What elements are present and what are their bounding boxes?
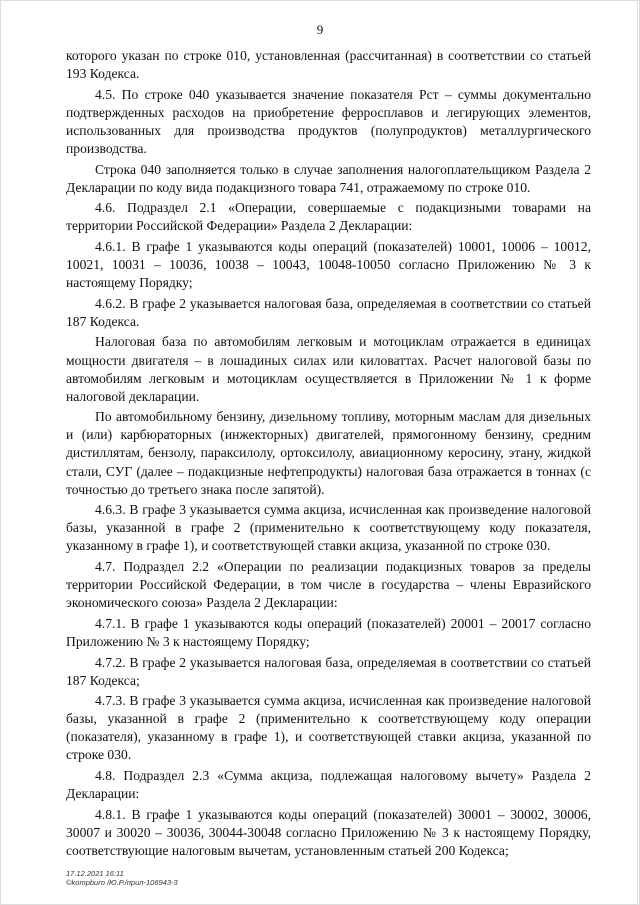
footer-stamp (66, 869, 178, 887)
page-edge-shadow (637, 0, 638, 905)
paragraph: 4.7.2. В графе 2 указывается налоговая база, определяемая в соответствии со статьей 187 Кодекса; (66, 654, 591, 688)
paragraph: 4.7.1. В графе 1 указываются коды операций (показателей) 20001 – 20017 согласно Приложению № 3 к настоящему Порядку; (66, 615, 591, 649)
paragraph: 4.7.3. В графе 3 указывается сумма акциза, исчисленная как произведение налоговой базы, указанной в графе 2 (применительно к соответствующему коду операции (показателя), указанному в графе 1), и соответствующей ставки акциза, указанной по строке 030. (66, 693, 591, 763)
paragraph: 4.6.2. В графе 2 указывается налоговая база, определяемая в соответствии со статьей 187 Кодекса. (66, 295, 591, 329)
paragraph: 4.5. По строке 040 указывается значение показателя Рст – суммы документально подтвержденных расходов на приобретение ферросплавов и легирующих элементов, использованных для производства продуктов (полупродуктов) металлургического производства. (66, 86, 591, 156)
footer-source: ©kompburo /Ю.Р./прил-106943-3 (66, 878, 178, 887)
paragraph: 4.8.1. В графе 1 указываются коды операций (показателей) 30001 – 30002, 30006, 30007 и 30020 – 30036, 30044-30048 согласно Приложению № 3 к настоящему Порядку, соответствующие налоговым вычетам, установленным статьей 200 Кодекса; (66, 806, 591, 858)
paragraph: 4.7. Подраздел 2.2 «Операции по реализации подакцизных товаров за пределы территории Российской Федерации, в том числе в государства – члены Евразийского экономического союза» Раздела 2 Декларации: (66, 559, 591, 611)
paragraph: 4.6. Подраздел 2.1 «Операции, совершаемые с подакцизными товарами на территории Российской Федерации» Раздела 2 Декларации: (66, 200, 591, 234)
paragraph: По автомобильному бензину, дизельному топливу, моторным маслам для дизельных и (или) карбюраторных (инжекторных) двигателей, прямогонному бензину, средним дистиллятам, бензолу, параксилолу, ортоксилолу, авиационному керосину, этану, жидкой стали, СУГ (далее – подакцизные нефтепродукты) налоговая база отражается в тоннах (с точностью до третьего знака после запятой). (66, 409, 591, 497)
paragraph: 4.6.1. В графе 1 указываются коды операций (показателей) 10001, 10006 – 10012, 10021, 10031 – 10036, 10038 – 10043, 10048-10050 согласно Приложению № 3 к настоящему Порядку; (66, 238, 591, 291)
paragraph: Строка 040 заполняется только в случае заполнения налогоплательщиком Раздела 2 Декларации по коду вида подакцизного товара 741, отражаемому по строке 010. (66, 161, 591, 195)
paragraph: Налоговая база по автомобилям легковым и мотоциклам отражается в единицах мощности двигателя – в лошадиных силах или киловаттах. Расчет налоговой базы по автомобилям легковым и мотоциклам осуществляется в Приложении № 1 к форме налоговой декларации. (66, 334, 591, 404)
paragraph: которого указан по строке 010, установленная (рассчитанная) в соответствии со статьей 193 Кодекса. (66, 48, 591, 82)
paragraph: 4.6.3. В графе 3 указывается сумма акциза, исчисленная как произведение налоговой базы, указанной в графе 2 (применительно к соответствующему коду показателя, указанному в графе 1), и соответствующей ставки акциза, указанной по строке 030. (66, 502, 591, 554)
paragraph: 4.8. Подраздел 2.3 «Сумма акциза, подлежащая налоговому вычету» Раздела 2 Декларации: (66, 768, 591, 802)
footer-date: 17.12.2021 16:11 (66, 869, 124, 878)
document-body (66, 47, 591, 863)
page-number: 9 (316, 22, 324, 37)
